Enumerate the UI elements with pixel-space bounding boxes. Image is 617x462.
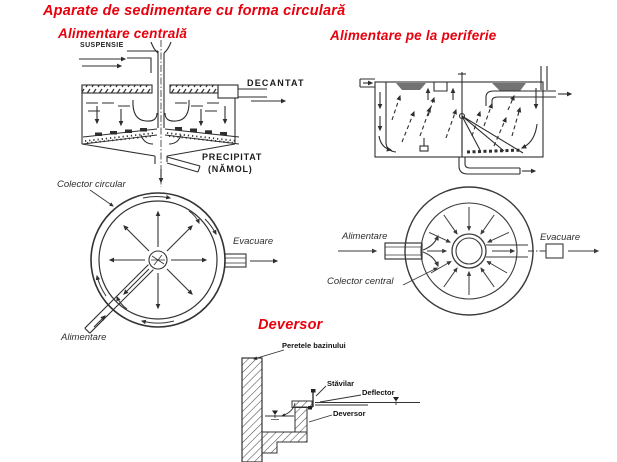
tank-outline (82, 85, 267, 144)
peripheral-feed-plan-diagram (330, 183, 615, 328)
central-feed-section-diagram (55, 40, 310, 190)
heading-deversor: Deversor (258, 317, 323, 333)
deflector-plate (315, 397, 420, 405)
label-colector-central: Colector central (327, 276, 394, 287)
bottom-outlet-pipe (459, 157, 535, 174)
peretele-leader (254, 350, 284, 359)
label-alimentare-left: Alimentare (61, 332, 107, 343)
label-colector-circular: Colector circular (57, 179, 126, 190)
label-decantat: DECANTAT (247, 78, 305, 88)
label-evacuare-left: Evacuare (233, 236, 274, 247)
channel-water-level (265, 403, 295, 420)
label-deflector: Deflector (362, 388, 395, 397)
weir-notch (434, 82, 447, 91)
peripheral-feed-section-diagram (358, 58, 613, 193)
central-collector (452, 234, 486, 268)
label-deversor: Deversor (333, 409, 366, 418)
label-stavilar: Stăvilar (327, 379, 355, 388)
heading-alimentare-centrala: Alimentare centrală (58, 26, 188, 41)
label-namol: (NĂMOL) (208, 164, 253, 174)
water-surface-dashes (86, 103, 219, 111)
label-evacuare-right: Evacuare (540, 232, 581, 243)
deversor-wall (295, 407, 307, 432)
basin-wall (242, 358, 262, 462)
colector-circular-leader (90, 190, 113, 206)
heading-alimentare-periferie: Alimentare pe la periferie (330, 28, 497, 43)
upflow-arrows (392, 96, 520, 146)
deversor-detail-diagram (228, 340, 428, 462)
label-suspensie: SUSPENSIE (80, 42, 124, 49)
scraper-mechanism (420, 114, 523, 154)
label-precipitat: PRECIPITAT (202, 152, 263, 162)
label-peretele-bazinului: Peretele bazinului (282, 341, 346, 350)
outlet-pipe (486, 244, 598, 258)
tank-outline (375, 82, 543, 157)
center-drive (149, 251, 167, 269)
water-surface-shading (396, 83, 526, 91)
outlet-box (225, 254, 277, 267)
suspensie-inflow-arrows (79, 59, 125, 66)
page-title: Aparate de sedimentare cu forma circulară (43, 3, 346, 19)
channel-floor (262, 432, 307, 453)
label-alimentare-right: Alimentare (342, 231, 388, 242)
central-feed-pipe (127, 40, 171, 187)
peripheral-inlet (360, 79, 396, 152)
stavilar-plate (308, 389, 316, 410)
